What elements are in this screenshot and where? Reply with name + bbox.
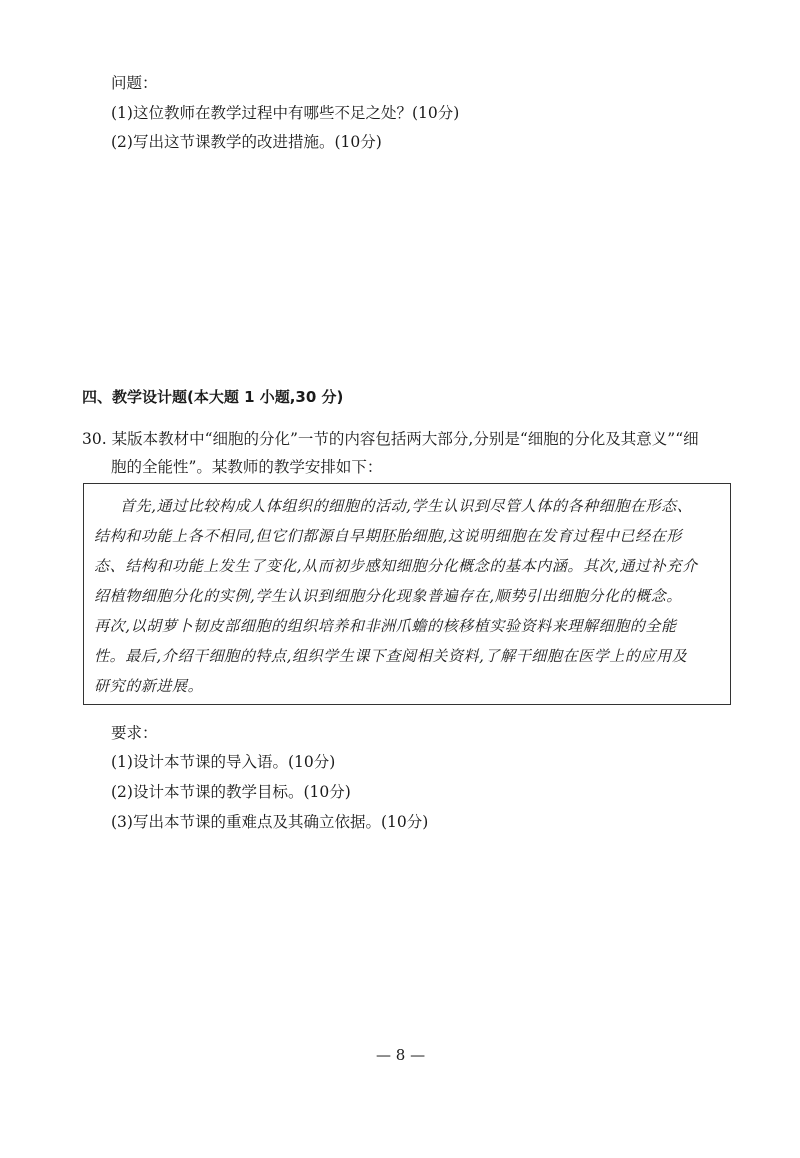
requirement-item-3: (3)写出本节课的重难点及其确立依据。(10分) [111,813,429,831]
box-line-6: 性。最后,介绍干细胞的特点,组织学生课下查阅相关资料,了解干细胞在医学上的应用及 [94,647,688,665]
box-line-1: 首先,通过比较构成人体组织的细胞的活动,学生认识到尽管人体的各种细胞在形态、 [120,497,693,515]
box-line-7: 研究的新进展。 [94,677,204,695]
section-heading: 四、教学设计题(本大题 1 小题,30 分) [82,388,344,406]
problem-line-2: 胞的全能性”。某教师的教学安排如下： [111,458,383,476]
page-number: — 8 — [376,1046,426,1064]
question-heading: 问题： [111,74,158,92]
box-line-2: 结构和功能上各不相同,但它们都源自早期胚胎细胞,这说明细胞在发育过程中已经在形 [94,527,682,545]
question-item-1: (1)这位教师在教学过程中有哪些不足之处？(10分) [111,104,460,122]
question-item-2: (2)写出这节课教学的改进措施。(10分) [111,133,382,151]
box-line-5: 再次,以胡萝卜韧皮部细胞的组织培养和非洲爪蟾的核移植实验资料来理解细胞的全能 [94,617,677,635]
teaching-plan-box [83,483,731,705]
box-line-4: 绍植物细胞分化的实例,学生认识到细胞分化现象普遍存在,顺势引出细胞分化的概念。 [94,587,682,605]
requirements-heading: 要求： [111,724,158,742]
box-line-3: 态、结构和功能上发生了变化,从而初步感知细胞分化概念的基本内涵。其次,通过补充介 [94,557,698,575]
problem-line-1: 30. 某版本教材中“细胞的分化”一节的内容包括两大部分,分别是“细胞的分化及其意义”“细 [82,430,699,448]
requirement-item-2: (2)设计本节课的教学目标。(10分) [111,783,351,801]
requirement-item-1: (1)设计本节课的导入语。(10分) [111,753,336,771]
